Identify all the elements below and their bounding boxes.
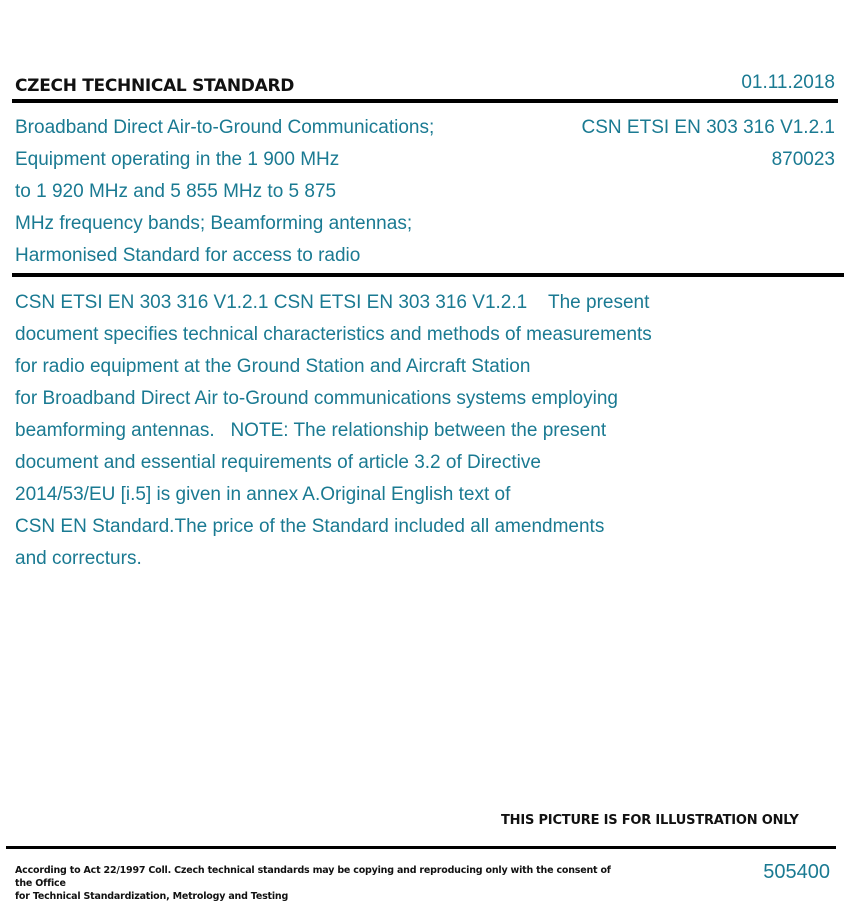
description-line: and correcturs. [15,548,142,569]
standard-identifiers [582,112,835,176]
legal-notice-line: for Technical Standardization, Metrology and Testing [15,891,289,902]
title-line: to 1 920 MHz and 5 855 MHz to 5 875 [15,181,337,202]
title-line: Equipment operating in the 1 900 MHz [15,149,340,170]
description-line: for radio equipment at the Ground Station and Aircraft Station [15,356,531,377]
illustration-disclaimer: THIS PICTURE IS FOR ILLUSTRATION ONLY [501,813,799,828]
description-line: document specifies technical characteristics and methods of measurements [15,324,652,345]
title-line: MHz frequency bands; Beamforming antennas; [15,213,413,234]
description-line: 2014/53/EU [i.5] is given in annex A.Original English text of [15,484,511,505]
standard-title [15,112,525,272]
legal-notice [15,864,615,903]
standard-description [15,287,775,575]
title-divider [12,273,844,277]
description-line: document and essential requirements of article 3.2 of Directive [15,452,541,473]
standard-designation: CSN ETSI EN 303 316 V1.2.1 [581,117,835,138]
description-line: beamforming antennas. NOTE: The relationship between the present [15,420,607,441]
description-line: CSN EN Standard.The price of the Standard included all amendments [15,516,605,537]
catalog-number: 505400 [763,861,830,883]
description-line: CSN ETSI EN 303 316 V1.2.1 CSN ETSI EN 303 316 V1.2.1 The present [15,292,650,313]
document-header-title: CZECH TECHNICAL STANDARD [15,76,295,96]
header-divider [12,99,838,103]
standard-code: 870023 [771,149,835,170]
title-line: Harmonised Standard for access to radio [15,245,361,266]
title-line: Broadband Direct Air-to-Ground Communications; [15,117,435,138]
publication-date: 01.11.2018 [741,72,835,93]
description-line: for Broadband Direct Air to-Ground communications systems employing [15,388,618,409]
legal-notice-line: According to Act 22/1997 Coll. Czech technical standards may be copying and reproducing only with the consent of the Office [15,865,611,889]
footer-divider [6,846,836,849]
